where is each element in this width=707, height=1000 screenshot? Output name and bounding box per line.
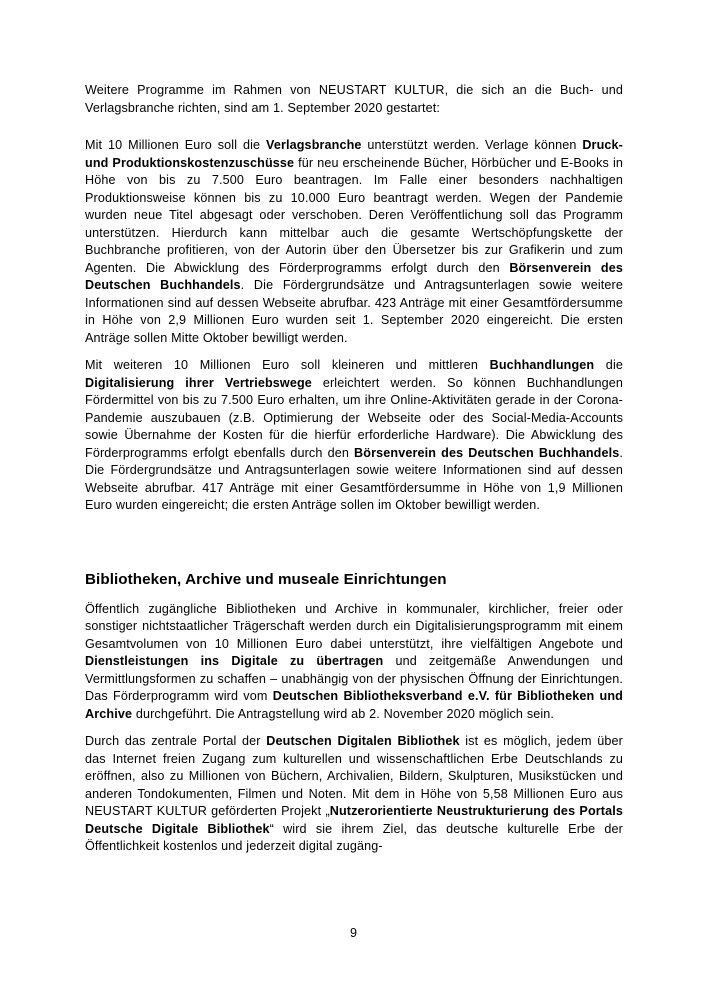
page-number: 9 xyxy=(349,926,357,940)
emphasis-bold: Deutschen Bibliotheksverband e.V. für Bibliotheken und Archive xyxy=(85,689,623,721)
paragraph-bibliotheken-digitalisierung: Öffentlich zugängliche Bibliotheken und Archive in kommunaler, kirchlicher, freier oder sonstiger nichtstaatlicher Trägerschaft werden durch ein Digitalisierungsprogramm mit einem Gesamtvolumen von 10 Millionen Euro dabei unterstützt, ihre vielfältigen Angebote und Dienstleistungen ins Digitale zu übertragen und zeitgemäße Anwendungen und Vermittlungsformen zu schaffen – unabhängig von der physischen Öffnung der Einrichtungen. Das Förderprogramm wird vom Deutschen Bibliotheksverband e.V. für Bibliotheken und Archive durchgeführt. Die Antragstellung wird ab 2. November 2020 möglich sein. xyxy=(85,601,623,721)
paragraph-deutsche-digitale-bibliothek: Durch das zentrale Portal der Deutschen Digitalen Bibliothek ist es möglich, jedem über das Internet freien Zugang zum kulturellen und wissenschaftlichen Erbe Deutschlands zu eröffnen, also zu Millionen von Büchern, Archivalien, Bildern, Skulpturen, Musikstücken und anderen Tondokumenten, Filmen und Noten. Mit dem in Höhe von 5,58 Millionen Euro aus NEUSTART KULTUR geförderten Projekt „Nutzerorientierte Neustrukturierung des Portals Deutsche Digitale Bibliothek“ wird sie ihrem Ziel, das deutsche kulturelle Erbe der Öffentlichkeit kostenlos und jederzeit digital zugäng- xyxy=(85,734,624,853)
emphasis-bold: Digitalisierung ihrer Vertriebswege xyxy=(85,375,312,390)
emphasis-bold: Dienstleistungen ins Digitale zu übertragen xyxy=(85,654,384,668)
paragraph-buchhandlungen: Mit weiteren 10 Millionen Euro soll kleineren und mittleren Buchhandlungen die Digitalisierung ihrer Vertriebswege erleichtert werden. So können Buchhandlungen Fördermittel von bis zu 7.500 Euro erhalten, um ihre Online-Aktivitäten gerade in der Corona-Pandemie auszubauen (z.B. Optimierung der Webseite oder des Social-Media-Accounts sowie Übernahme der Kosten für die hierfür erforderliche Hardware). Die Abwicklung des Förderprogramms erfolgt ebenfalls durch den Börsenverein des Deutschen Buchhandels. Die Fördergrundsätze und Antragsunterlagen sowie weitere Informationen sind auf dessen Webseite abrufbar. 417 Anträge mit einer Gesamtfördersumme in Höhe von 1,9 Millionen Euro wurden eingereicht; die ersten Anträge sollen im Oktober bewilligt werden. xyxy=(85,358,623,512)
emphasis-bold: Börsenverein des Deutschen Buchhandels xyxy=(354,445,620,460)
paragraph-intro: Weitere Programme im Rahmen von NEUSTART KULTUR, die sich an die Buch- und Verlagsbranche richten, sind am 1. September 2020 gestartet: xyxy=(85,83,623,115)
paragraph-verlagsbranche: Mit 10 Millionen Euro soll die Verlagsbranche unterstützt werden. Verlage können Druck- und Produktionskostenzuschüsse für neu erscheinende Bücher, Hörbücher und E-Books in Höhe von bis zu 7.500 Euro beantragen. Im Falle einer besonders nachhaltigen Produktionsweise können bis zu 10.000 Euro beantragt werden. Wegen der Pandemie wurden neue Titel abgesagt oder verschoben. Deren Veröffentlichung soll das Programm unterstützen. Hierdurch kann mittelbar auch die gesamte Wertschöpfungskette der Buchbranche profitieren, von der Autorin über den Übersetzer bis zur Grafikerin und zum Agenten. Die Abwicklung des Förderprogramms erfolgt durch den Börsenverein des Deutschen Buchhandels. Die Fördergrundsätze und Antragsunterlagen sowie weitere Informationen sind auf dessen Webseite abrufbar. 423 Anträge mit einer Gesamtfördersumme in Höhe von 2,9 Millionen Euro wurden seit 1. September 2020 eingereicht. Die ersten Anträge sollen Mitte Oktober bewilligt werden. xyxy=(85,138,624,345)
heading-spacer-bottom xyxy=(85,590,623,601)
section-heading-libraries: Bibliotheken, Archive und museale Einrichtungen xyxy=(85,570,447,588)
heading-spacer xyxy=(85,525,623,570)
emphasis-bold: Druck- und Produktionskostenzuschüsse xyxy=(85,138,623,170)
emphasis-bold: Nutzerorientierte Neustrukturierung des Portals Deutsche Digitale Bibliothek xyxy=(85,804,623,836)
page-content xyxy=(85,82,623,866)
emphasis-bold: Börsenverein des Deutschen Buchhandels xyxy=(85,260,623,292)
emphasis-bold: Verlagsbranche xyxy=(266,138,362,152)
emphasis-bold: Buchhandlungen xyxy=(489,358,595,372)
emphasis-bold: Deutschen Digitalen Bibliothek xyxy=(266,734,460,748)
